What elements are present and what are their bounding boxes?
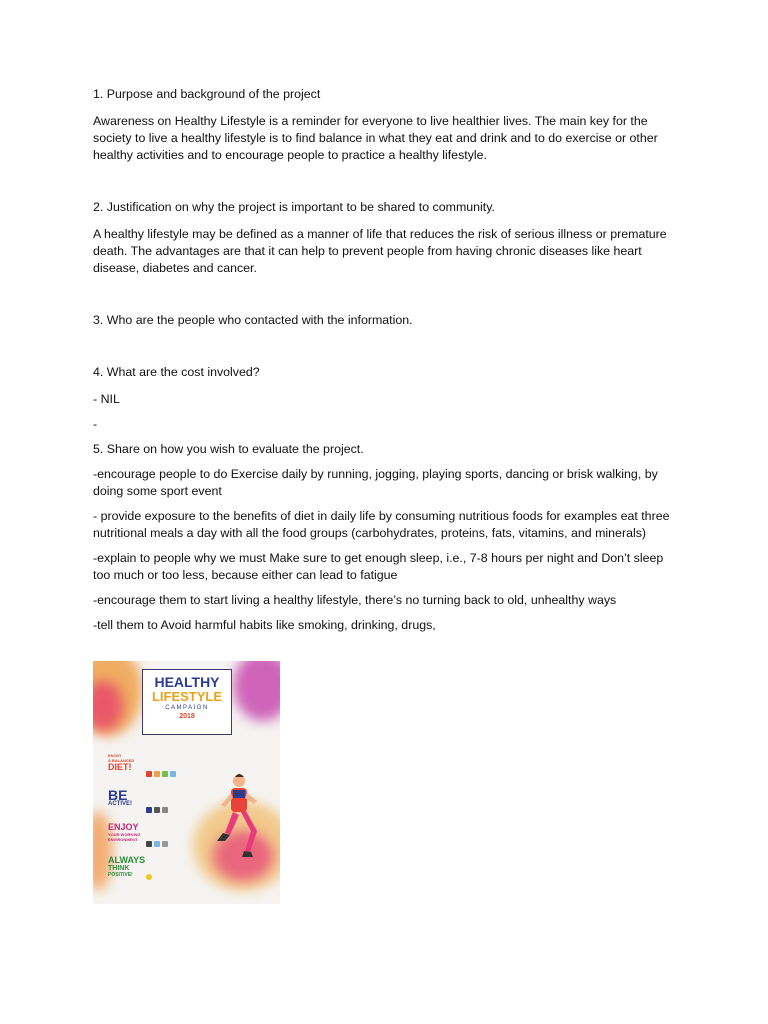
poster-title-line-1: HEALTHY (154, 674, 220, 690)
poster-title-line-2: LIFESTYLE (151, 689, 223, 704)
poster-item-active (100, 789, 210, 819)
poster-item-big: BE (108, 787, 128, 803)
section-4-line-2: - (93, 417, 98, 431)
poster-year: 2018 (179, 713, 195, 720)
campaign-poster-image (93, 661, 280, 904)
activity-icon (154, 807, 160, 813)
poster-item-mid: YOUR WORKING ENVIRONMENT (108, 832, 141, 842)
runner-illustration (211, 771, 266, 871)
section-5-heading: 5. Share on how you wish to evaluate the project. (93, 442, 364, 456)
poster-title-box (142, 669, 232, 735)
poster-item-environment (100, 823, 210, 853)
section-5-line-5: -tell them to Avoid harmful habits like smoking, drinking, drugs, (93, 618, 436, 632)
document-body (93, 86, 683, 642)
paint-splash (233, 661, 280, 721)
poster-item-big: POSITIVE! (108, 872, 133, 878)
activity-icon (162, 807, 168, 813)
section-2-heading: 2. Justification on why the project is important to be shared to community. (93, 200, 495, 214)
section-5-line-2: - provide exposure to the benefits of diet in daily life by consuming nutritious foods for examples eat three nutritional meals a day with all the food groups (carbohydrates, proteins, fats, vitamins, and minerals) (93, 509, 670, 540)
work-icon (146, 841, 152, 847)
section-4-line-1: - NIL (93, 392, 120, 406)
work-icons (146, 841, 168, 847)
section-5-line-4: -encourage them to start living a healthy lifestyle, there’s no turning back to old, unhealthy ways (93, 593, 617, 607)
section-1-body: Awareness on Healthy Lifestyle is a reminder for everyone to live healthier lives. The main key for the society to live a healthy lifestyle is to find balance in what they eat and drink and to do exercise or other healthy activities and to encourage people to practice a healthy lifestyle. (93, 114, 658, 162)
section-1-heading: 1. Purpose and background of the project (93, 87, 321, 101)
food-icon (146, 771, 152, 777)
activity-icon (146, 807, 152, 813)
section-4-heading: 4. What are the cost involved? (93, 365, 260, 379)
poster-item-mid: A BALANCED (108, 758, 135, 763)
poster-item-small: ENJOY (108, 822, 139, 832)
poster-item-positive (100, 856, 210, 886)
smile-icons (146, 874, 152, 880)
food-icons (146, 771, 176, 777)
poster-item-diet (100, 753, 210, 783)
poster-item-big: DIET! (108, 762, 132, 772)
section-2-body: A healthy lifestyle may be defined as a manner of life that reduces the risk of serious illness or premature death. The advantages are that it can help to prevent people from having chronic diseases like heart disease, diabetes and cancer. (93, 227, 667, 275)
poster-item-big-2: ACTIVE! (108, 801, 132, 807)
poster-item-small: ALWAYS (108, 855, 146, 865)
work-icon (154, 841, 160, 847)
work-icon (162, 841, 168, 847)
activity-icons (146, 807, 168, 813)
section-5-line-3: -explain to people why we must Make sure to get enough sleep, i.e., 7-8 hours per night and Don’t sleep too much or too less, because either can lead to fatigue (93, 551, 664, 582)
section-3-heading: 3. Who are the people who contacted with the information. (93, 313, 413, 327)
poster-item-small: ENJOY (108, 753, 122, 758)
poster-subtitle: CAMPAIGN (165, 705, 209, 711)
food-icon (162, 771, 168, 777)
smile-icon (146, 874, 152, 880)
food-icon (170, 771, 176, 777)
poster-item-mid: THINK (108, 865, 130, 872)
food-icon (154, 771, 160, 777)
section-5-line-1: -encourage people to do Exercise daily by running, jogging, playing sports, dancing or brisk walking, by doing some sport event (93, 467, 658, 498)
